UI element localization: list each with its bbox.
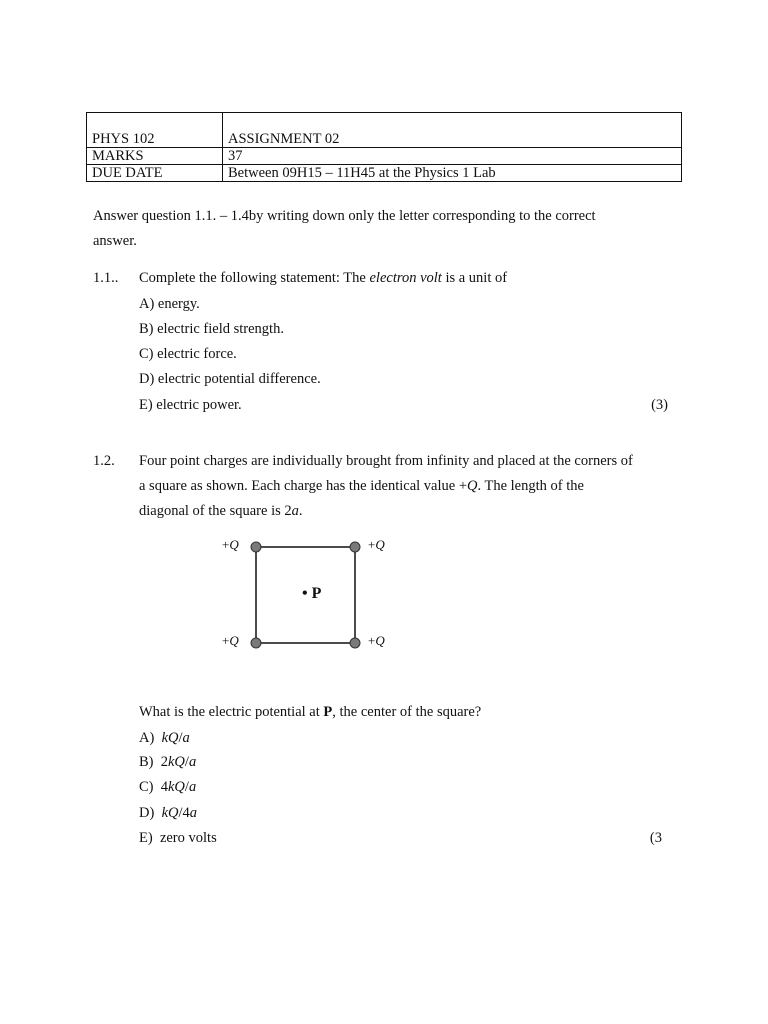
option-mid: / [184, 754, 189, 770]
charge-label-bottom-right [368, 633, 385, 649]
option-letter: E) [139, 830, 153, 846]
question-1-2-prompt [139, 704, 481, 721]
option-prefix: 4 [160, 779, 168, 795]
charge-label-bottom-left [222, 633, 239, 649]
charge-symbol: Q [229, 633, 239, 648]
instructions-line-1: Answer question 1.1. – 1.4by writing down only the letter corresponding to the correct [93, 208, 596, 224]
table-row [87, 113, 682, 148]
question-stem-text: a square as shown. Each charge has the identical value + [139, 478, 467, 494]
marks-label-cell: MARKS [87, 148, 223, 165]
question-stem-emphasis: Q [467, 478, 478, 494]
option-italic: kQ [168, 754, 185, 770]
question-1-1-number: 1.1.. [93, 270, 119, 286]
charge-sign: + [368, 537, 376, 552]
option-letter: A) [139, 730, 155, 746]
option-mid: / [178, 730, 183, 746]
question-1-1-option-a: A) energy. [139, 296, 200, 312]
charge-top-left [251, 542, 261, 552]
question-stem-text: What is the electric potential at [139, 704, 324, 720]
charge-bottom-right [350, 638, 360, 648]
charge-label-top-left [222, 537, 239, 553]
question-1-2-number: 1.2. [93, 453, 115, 469]
question-1-2-option-c [139, 779, 196, 796]
question-1-2-option-a [139, 730, 190, 747]
question-stem-text: . The length of the [477, 478, 584, 494]
option-mid: /4 [178, 805, 190, 821]
charge-sign: + [222, 633, 230, 648]
course-code-cell: PHYS 102 [87, 113, 223, 148]
option-italic: kQ [161, 805, 179, 821]
option-letter: C) [139, 779, 154, 795]
charge-bottom-left [251, 638, 261, 648]
charge-symbol: Q [375, 633, 385, 648]
option-italic: kQ [161, 730, 179, 746]
instructions-line-2: answer. [93, 233, 137, 249]
option-prefix: zero volts [159, 830, 217, 846]
option-prefix: 2 [160, 754, 168, 770]
assignment-header-table [86, 112, 682, 182]
question-stem-text: is a unit of [441, 270, 508, 286]
question-stem-text: diagonal of the square is 2 [139, 503, 292, 519]
due-date-label-cell: DUE DATE [87, 165, 223, 182]
charge-symbol: Q [375, 537, 385, 552]
charge-sign: + [368, 633, 376, 648]
question-stem-emphasis: a [291, 503, 299, 519]
table-row [87, 165, 682, 182]
question-1-1-stem [139, 270, 507, 287]
question-1-2-line-2 [139, 478, 584, 495]
charge-symbol: Q [229, 537, 239, 552]
question-1-1-option-b: B) electric field strength. [139, 321, 284, 337]
question-1-1-option-d: D) electric potential difference. [139, 371, 321, 387]
question-stem-text: , the center of the square? [332, 704, 482, 720]
question-stem-text: Complete the following statement: The [139, 270, 370, 286]
option-italic: a [188, 779, 197, 795]
question-1-1-option-e: E) electric power. [139, 397, 242, 413]
marks-value-cell: 37 [223, 148, 682, 165]
option-italic: a [188, 754, 197, 770]
question-1-1-option-c: C) electric force. [139, 346, 237, 362]
question-1-2-marks: (3 [649, 830, 662, 846]
center-point-letter: P [311, 585, 322, 602]
center-point-label [302, 585, 321, 603]
question-stem-emphasis: electron volt [369, 270, 442, 286]
question-1-1-marks: (3) [651, 397, 668, 413]
assignment-title-cell: ASSIGNMENT 02 [223, 113, 682, 148]
charge-top-right [350, 542, 360, 552]
option-italic: a [189, 805, 198, 821]
center-point-dot: • [302, 585, 308, 602]
question-1-2-option-b [139, 754, 196, 771]
question-1-2-line-1: Four point charges are individually brought from infinity and placed at the corners of [139, 453, 633, 469]
option-mid: / [184, 779, 189, 795]
table-row [87, 148, 682, 165]
option-letter: D) [139, 805, 155, 821]
option-italic: a [182, 730, 190, 746]
due-date-value-cell: Between 09H15 – 11H45 at the Physics 1 Lab [223, 165, 682, 182]
option-italic: kQ [168, 779, 185, 795]
question-1-2-option-e [139, 830, 217, 847]
charge-sign: + [222, 537, 230, 552]
charge-label-top-right [368, 537, 385, 553]
question-stem-bold: P [323, 704, 333, 720]
option-letter: B) [139, 754, 154, 770]
question-1-2-line-3 [139, 503, 303, 520]
question-stem-text: . [298, 503, 303, 519]
question-1-2-option-d [139, 805, 197, 822]
